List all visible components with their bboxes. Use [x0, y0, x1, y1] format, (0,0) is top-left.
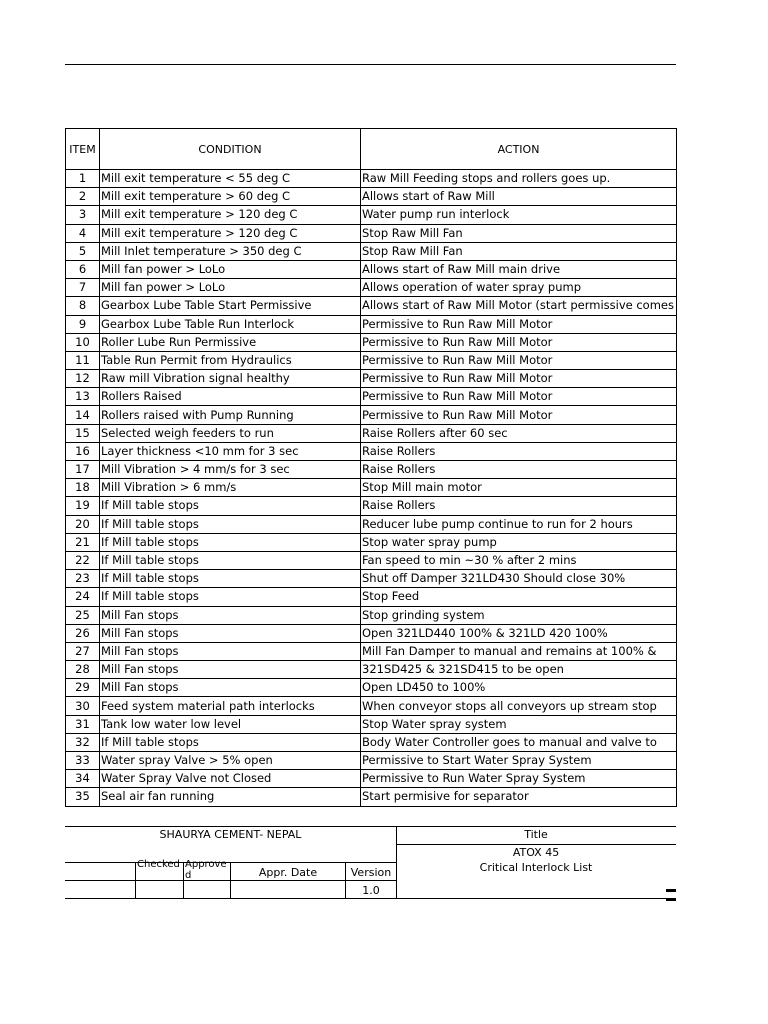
item-cell: 17	[66, 461, 100, 479]
item-cell: 26	[66, 624, 100, 642]
action-cell: Stop water spray pump	[361, 533, 677, 551]
footer-divider-1	[135, 862, 136, 898]
table-row	[66, 770, 677, 788]
footer-title-rule	[396, 844, 676, 845]
approved-label: Approved	[185, 859, 227, 880]
table-row	[66, 370, 677, 388]
condition-cell: Mill fan power > LoLo	[100, 260, 361, 278]
item-cell: 13	[66, 388, 100, 406]
item-cell: 16	[66, 442, 100, 460]
item-cell: 12	[66, 370, 100, 388]
doc-title-line2: Critical Interlock List	[479, 861, 593, 874]
item-cell: 7	[66, 279, 100, 297]
action-cell: Body Water Controller goes to manual and valve to	[361, 733, 677, 751]
table-row	[66, 315, 677, 333]
item-cell: 22	[66, 551, 100, 569]
condition-cell: Feed system material path interlocks	[100, 697, 361, 715]
table-row	[66, 206, 677, 224]
action-cell: Permissive to Run Water Spray System	[361, 770, 677, 788]
action-cell: Mill Fan Damper to manual and remains at 100% &	[361, 642, 677, 660]
item-cell: 8	[66, 297, 100, 315]
table-row	[66, 497, 677, 515]
item-cell: 25	[66, 606, 100, 624]
condition-cell: Rollers Raised	[100, 388, 361, 406]
condition-cell: Mill Fan stops	[100, 642, 361, 660]
table-row	[66, 479, 677, 497]
action-cell: Stop Raw Mill Fan	[361, 224, 677, 242]
condition-cell: Mill exit temperature > 120 deg C	[100, 206, 361, 224]
table-row	[66, 424, 677, 442]
item-cell: 23	[66, 570, 100, 588]
table-row	[66, 788, 677, 806]
footer-divider-2	[183, 862, 184, 898]
action-cell: Reducer lube pump continue to run for 2 hours	[361, 515, 677, 533]
condition-cell: Mill Vibration > 4 mm/s for 3 sec	[100, 461, 361, 479]
table-row	[66, 588, 677, 606]
table-row	[66, 188, 677, 206]
table-row	[66, 715, 677, 733]
table-body	[66, 170, 677, 807]
corner-mark-bottom	[666, 898, 676, 901]
table-row	[66, 279, 677, 297]
interlock-table	[65, 128, 677, 807]
item-cell: 15	[66, 424, 100, 442]
condition-cell: Mill Inlet temperature > 350 deg C	[100, 242, 361, 260]
item-cell: 2	[66, 188, 100, 206]
item-cell: 34	[66, 770, 100, 788]
action-cell: Permissive to Run Raw Mill Motor	[361, 333, 677, 351]
table-row	[66, 297, 677, 315]
action-cell: Open LD450 to 100%	[361, 679, 677, 697]
action-cell: Stop Water spray system	[361, 715, 677, 733]
action-cell: When conveyor stops all conveyors up stream stop	[361, 697, 677, 715]
item-cell: 20	[66, 515, 100, 533]
title-label: Title	[524, 828, 548, 841]
condition-cell: If Mill table stops	[100, 588, 361, 606]
condition-cell: If Mill table stops	[100, 551, 361, 569]
version-value: 1.0	[362, 884, 380, 897]
item-cell: 11	[66, 351, 100, 369]
table-row	[66, 733, 677, 751]
action-cell: Start permisive for separator	[361, 788, 677, 806]
action-cell: Shut off Damper 321LD430 Should close 30%	[361, 570, 677, 588]
condition-cell: Mill exit temperature < 55 deg C	[100, 170, 361, 188]
table-row	[66, 642, 677, 660]
condition-cell: If Mill table stops	[100, 733, 361, 751]
condition-cell: Seal air fan running	[100, 788, 361, 806]
condition-cell: Mill exit temperature > 120 deg C	[100, 224, 361, 242]
condition-cell: Mill Vibration > 6 mm/s	[100, 479, 361, 497]
table-row	[66, 242, 677, 260]
table-row	[66, 697, 677, 715]
checked-label: Checked	[137, 859, 180, 870]
action-cell: Permissive to Run Raw Mill Motor	[361, 315, 677, 333]
header-action: ACTION	[361, 129, 677, 170]
table-row	[66, 351, 677, 369]
action-cell: Allows start of Raw Mill main drive	[361, 260, 677, 278]
action-cell: Permissive to Run Raw Mill Motor	[361, 370, 677, 388]
action-cell: Fan speed to min ~30 % after 2 mins	[361, 551, 677, 569]
table-row	[66, 461, 677, 479]
action-cell: Stop Mill main motor	[361, 479, 677, 497]
action-cell: Stop grinding system	[361, 606, 677, 624]
table-row	[66, 606, 677, 624]
condition-cell: Tank low water low level	[100, 715, 361, 733]
condition-cell: If Mill table stops	[100, 533, 361, 551]
table-row	[66, 679, 677, 697]
item-cell: 35	[66, 788, 100, 806]
item-cell: 6	[66, 260, 100, 278]
condition-cell: If Mill table stops	[100, 497, 361, 515]
item-cell: 10	[66, 333, 100, 351]
table-row	[66, 624, 677, 642]
table-row	[66, 570, 677, 588]
action-cell: Water pump run interlock	[361, 206, 677, 224]
condition-cell: Water spray Valve > 5% open	[100, 752, 361, 770]
version-label: Version	[350, 866, 392, 879]
condition-cell: Mill fan power > LoLo	[100, 279, 361, 297]
item-cell: 33	[66, 752, 100, 770]
condition-cell: Gearbox Lube Table Run Interlock	[100, 315, 361, 333]
table-row	[66, 533, 677, 551]
condition-cell: Selected weigh feeders to run	[100, 424, 361, 442]
item-cell: 21	[66, 533, 100, 551]
action-cell: Raise Rollers	[361, 461, 677, 479]
item-cell: 29	[66, 679, 100, 697]
table-row	[66, 661, 677, 679]
condition-cell: Layer thickness <10 mm for 3 sec	[100, 442, 361, 460]
table-row	[66, 442, 677, 460]
action-cell: Permissive to Run Raw Mill Motor	[361, 406, 677, 424]
condition-cell: Water Spray Valve not Closed	[100, 770, 361, 788]
item-cell: 28	[66, 661, 100, 679]
table-row	[66, 388, 677, 406]
condition-cell: Raw mill Vibration signal healthy	[100, 370, 361, 388]
condition-cell: Mill Fan stops	[100, 624, 361, 642]
item-cell: 9	[66, 315, 100, 333]
item-cell: 30	[66, 697, 100, 715]
condition-cell: If Mill table stops	[100, 515, 361, 533]
item-cell: 31	[66, 715, 100, 733]
table-row	[66, 551, 677, 569]
top-rule	[65, 64, 676, 65]
footer-bottom-rule	[65, 898, 676, 899]
table-row	[66, 224, 677, 242]
action-cell: Permissive to Start Water Spray System	[361, 752, 677, 770]
header-item: ITEM	[66, 129, 100, 170]
table-row	[66, 406, 677, 424]
action-cell: Permissive to Run Raw Mill Motor	[361, 351, 677, 369]
action-cell: 321SD425 & 321SD415 to be open	[361, 661, 677, 679]
table-row	[66, 515, 677, 533]
item-cell: 32	[66, 733, 100, 751]
action-cell: Stop Raw Mill Fan	[361, 242, 677, 260]
condition-cell: Roller Lube Run Permissive	[100, 333, 361, 351]
condition-cell: Gearbox Lube Table Start Permissive	[100, 297, 361, 315]
item-cell: 19	[66, 497, 100, 515]
condition-cell: Mill Fan stops	[100, 679, 361, 697]
table-row	[66, 752, 677, 770]
item-cell: 1	[66, 170, 100, 188]
item-cell: 3	[66, 206, 100, 224]
table-header-row	[66, 129, 677, 170]
item-cell: 27	[66, 642, 100, 660]
table-row	[66, 260, 677, 278]
doc-title-line1: ATOX 45	[512, 846, 560, 859]
item-cell: 14	[66, 406, 100, 424]
table-row	[66, 170, 677, 188]
table-row	[66, 333, 677, 351]
action-cell: Raise Rollers	[361, 442, 677, 460]
condition-cell: Mill Fan stops	[100, 661, 361, 679]
action-cell: Raise Rollers after 60 sec	[361, 424, 677, 442]
action-cell: Stop Feed	[361, 588, 677, 606]
action-cell: Allows start of Raw Mill Motor (start permissive comes	[361, 297, 677, 315]
condition-cell: Mill exit temperature > 60 deg C	[100, 188, 361, 206]
condition-cell: Mill Fan stops	[100, 606, 361, 624]
item-cell: 24	[66, 588, 100, 606]
action-cell: Allows start of Raw Mill	[361, 188, 677, 206]
item-cell: 5	[66, 242, 100, 260]
action-cell: Raise Rollers	[361, 497, 677, 515]
condition-cell: Rollers raised with Pump Running	[100, 406, 361, 424]
condition-cell: If Mill table stops	[100, 570, 361, 588]
action-cell: Permissive to Run Raw Mill Motor	[361, 388, 677, 406]
action-cell: Allows operation of water spray pump	[361, 279, 677, 297]
corner-mark-top	[666, 889, 676, 892]
appr-date-label: Appr. Date	[258, 866, 318, 879]
action-cell: Open 321LD440 100% & 321LD 420 100%	[361, 624, 677, 642]
item-cell: 18	[66, 479, 100, 497]
condition-cell: Table Run Permit from Hydraulics	[100, 351, 361, 369]
footer-top-rule	[65, 826, 676, 827]
company-name: SHAURYA CEMENT- NEPAL	[159, 828, 302, 841]
header-condition: CONDITION	[100, 129, 361, 170]
item-cell: 4	[66, 224, 100, 242]
action-cell: Raw Mill Feeding stops and rollers goes up.	[361, 170, 677, 188]
